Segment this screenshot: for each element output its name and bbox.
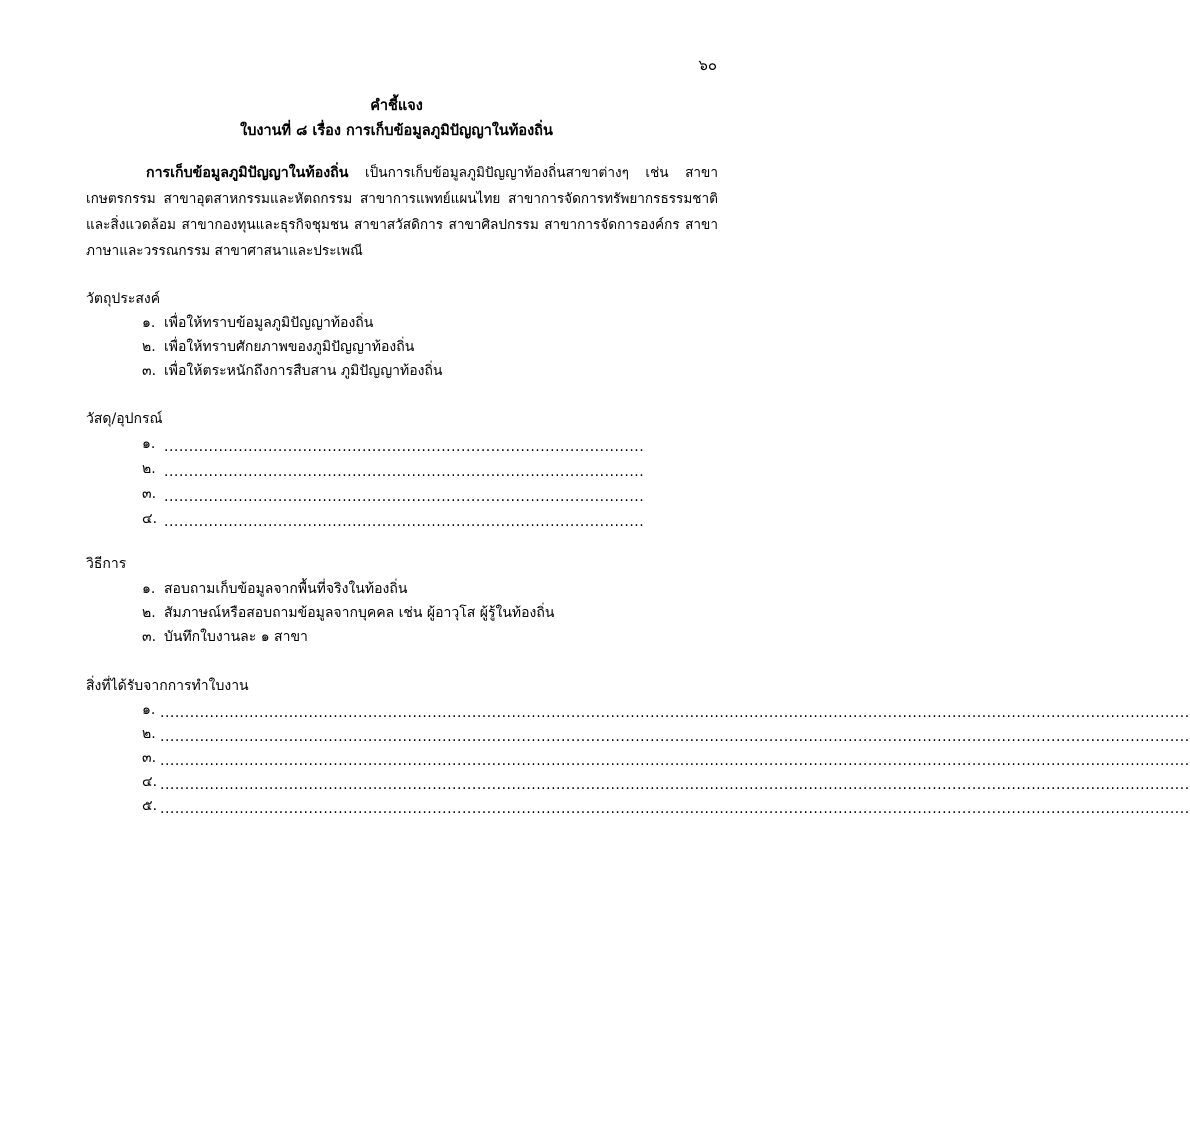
outcome-item — [142, 699, 1190, 721]
objective-item — [142, 312, 373, 334]
material-number: ๔. — [142, 511, 158, 527]
method-item — [142, 602, 554, 624]
material-item — [142, 483, 645, 505]
outcome-blank-line[interactable]: ................................................................................................................................................................................................................ — [160, 777, 1190, 793]
outcomes-title: สิ่งที่ได้รับจากการทำใบงาน — [86, 678, 249, 694]
outcome-item — [142, 795, 1190, 817]
outcome-number: ๓. — [142, 750, 157, 766]
method-item — [142, 626, 308, 648]
method-item — [142, 578, 407, 600]
material-item — [142, 508, 645, 530]
intro-lead: การเก็บข้อมูลภูมิปัญญาในท้องถิ่น — [146, 165, 349, 181]
method-text: บันทึกใบงานละ ๑ สาขา — [164, 629, 308, 645]
intro-paragraph — [86, 160, 718, 264]
method-number: ๒. — [142, 605, 156, 621]
objectives-title: วัตถุประสงค์ — [86, 291, 161, 307]
method-text: สัมภาษณ์หรือสอบถามข้อมูลจากบุคคล เช่น ผู้อาวุโส ผู้รู้ในท้องถิ่น — [164, 605, 555, 621]
outcome-number: ๒. — [142, 726, 156, 742]
material-blank-line[interactable]: ................................................................................................. — [164, 514, 645, 530]
objective-text: เพื่อให้ทราบศักยภาพของภูมิปัญญาท้องถิ่น — [164, 339, 415, 355]
objective-item — [142, 336, 414, 358]
method-title: วิธีการ — [86, 556, 127, 572]
material-number: ๓. — [142, 486, 157, 502]
outcome-blank-line[interactable]: ................................................................................................................................................................................................................ — [160, 729, 1190, 745]
outcome-number: ๕. — [142, 798, 158, 814]
outcome-item — [142, 723, 1190, 745]
material-blank-line[interactable]: ................................................................................................. — [164, 464, 645, 480]
objective-number: ๒. — [142, 339, 156, 355]
material-item — [142, 458, 645, 480]
outcome-number: ๑. — [142, 702, 156, 718]
material-blank-line[interactable]: ................................................................................................. — [164, 489, 645, 505]
method-text: สอบถามเก็บข้อมูลจากพื้นที่จริงในท้องถิ่น — [164, 581, 408, 597]
outcome-blank-line[interactable]: ................................................................................................................................................................................................................ — [160, 753, 1190, 769]
outcome-number: ๔. — [142, 774, 158, 790]
material-blank-line[interactable]: ................................................................................................. — [164, 439, 645, 455]
material-number: ๒. — [142, 461, 156, 477]
material-item — [142, 433, 645, 455]
worksheet-heading-subtitle: ใบงานที่ ๘ เรื่อง การเก็บข้อมูลภูมิปัญญาในท้องถิ่น — [240, 123, 553, 139]
outcome-blank-line[interactable]: ................................................................................................................................................................................................................ — [160, 801, 1190, 817]
method-number: ๑. — [142, 581, 156, 597]
objective-item — [142, 360, 443, 382]
outcome-item — [142, 747, 1190, 769]
outcome-blank-line[interactable]: ................................................................................................................................................................................................................ — [160, 705, 1190, 721]
objective-number: ๑. — [142, 315, 156, 331]
worksheet-heading-title: คำชี้แจง — [370, 98, 423, 114]
objective-number: ๓. — [142, 363, 157, 379]
materials-title: วัสดุ/อุปกรณ์ — [86, 411, 163, 427]
material-number: ๑. — [142, 436, 156, 452]
outcome-item — [142, 771, 1190, 793]
objective-text: เพื่อให้ทราบข้อมูลภูมิปัญญาท้องถิ่น — [164, 315, 374, 331]
objective-text: เพื่อให้ตระหนักถึงการสืบสาน ภูมิปัญญาท้องถิ่น — [164, 363, 443, 379]
intro-text: เป็นการเก็บข้อมูลภูมิปัญญาท้องถิ่นสาขาต่างๆ เช่น สาขาเกษตรกรรม สาขาอุตสาหกรรมและหัตถกรรม สาขาการแพทย์แผนไทย สาขาการจัดการทรัพยากรธรรมชาติและสิ่งแวดล้อม สาขากองทุนและธุรกิจชุมชน สาขาสวัสดิการ สาขาศิลปกรรม สาขาการจัดการองค์กร สาขาภาษาและวรรณกรรม สาขาศาสนาและประเพณี — [86, 165, 718, 259]
page-number: ๖๐ — [698, 56, 717, 74]
method-number: ๓. — [142, 629, 157, 645]
